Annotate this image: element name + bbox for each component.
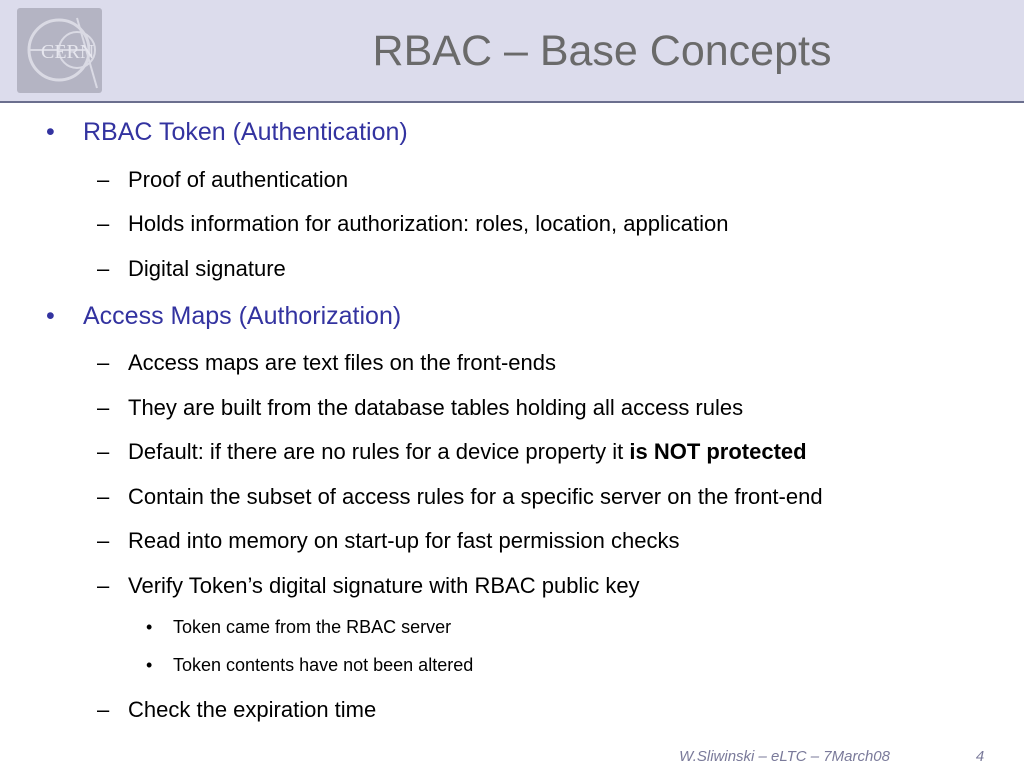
svg-text:CERN: CERN [41,41,95,63]
sub-bullet [97,256,286,281]
sub-bullet-text: Digital signature [128,256,286,281]
sub-bullet-text: Access maps are text files on the front-ends [128,350,556,375]
sub-bullet [97,697,377,722]
sub-bullet [97,211,729,236]
dash-marker: – [97,211,110,236]
sub-bullet [97,573,640,598]
dash-marker: – [97,350,110,375]
sub-bullet-default-rule [97,439,807,464]
sub-bullet-text: Holds information for authorization: roles, location, application [128,211,729,236]
sub-bullet-text: They are built from the database tables holding all access rules [128,395,744,420]
dash-marker: – [97,395,110,420]
bullet-access-maps [46,302,402,331]
sub-bullet-text: Read into memory on start-up for fast permission checks [128,528,680,553]
sub-sub-bullet-text: Token came from the RBAC server [173,617,452,637]
emphasis-text: is NOT protected [629,439,807,464]
dash-marker: – [97,573,110,598]
sub-bullet-text: Default: if there are no rules for a device property it [128,439,630,464]
dash-marker: – [97,484,110,509]
dash-marker: – [97,256,110,281]
bullet-rbac-token [46,118,408,147]
slide-title: RBAC – Base Concepts [372,27,832,75]
sub-sub-bullet-text: Token contents have not been altered [173,655,474,675]
page-number: 4 [975,748,985,765]
sub-bullet [97,350,556,375]
bullet-marker: • [46,302,55,330]
sub-bullet [97,484,823,509]
sub-bullet [97,167,349,192]
sub-bullet-text: Contain the subset of access rules for a specific server on the front-end [128,484,823,509]
sub-bullet-text: Proof of authentication [128,167,349,192]
sub-bullet [97,528,680,553]
sub-bullet-text: Verify Token’s digital signature with RBAC public key [128,573,640,598]
bullet-text: RBAC Token (Authentication) [83,118,408,146]
dash-marker: – [97,697,110,722]
dash-marker: – [97,439,110,464]
bullet-marker: • [46,118,55,146]
bullet-text: Access Maps (Authorization) [83,302,402,330]
slide-header [0,0,1024,103]
dash-marker: – [97,167,110,192]
cern-logo-icon [17,8,102,93]
bullet-marker: • [146,655,153,675]
footer-author: W.Sliwinski – eLTC – 7March08 [679,748,890,765]
sub-sub-bullet [146,617,452,638]
sub-sub-bullet [146,655,474,676]
sub-bullet [97,395,744,420]
sub-bullet-text: Check the expiration time [128,697,377,722]
bullet-marker: • [146,617,153,637]
dash-marker: – [97,528,110,553]
